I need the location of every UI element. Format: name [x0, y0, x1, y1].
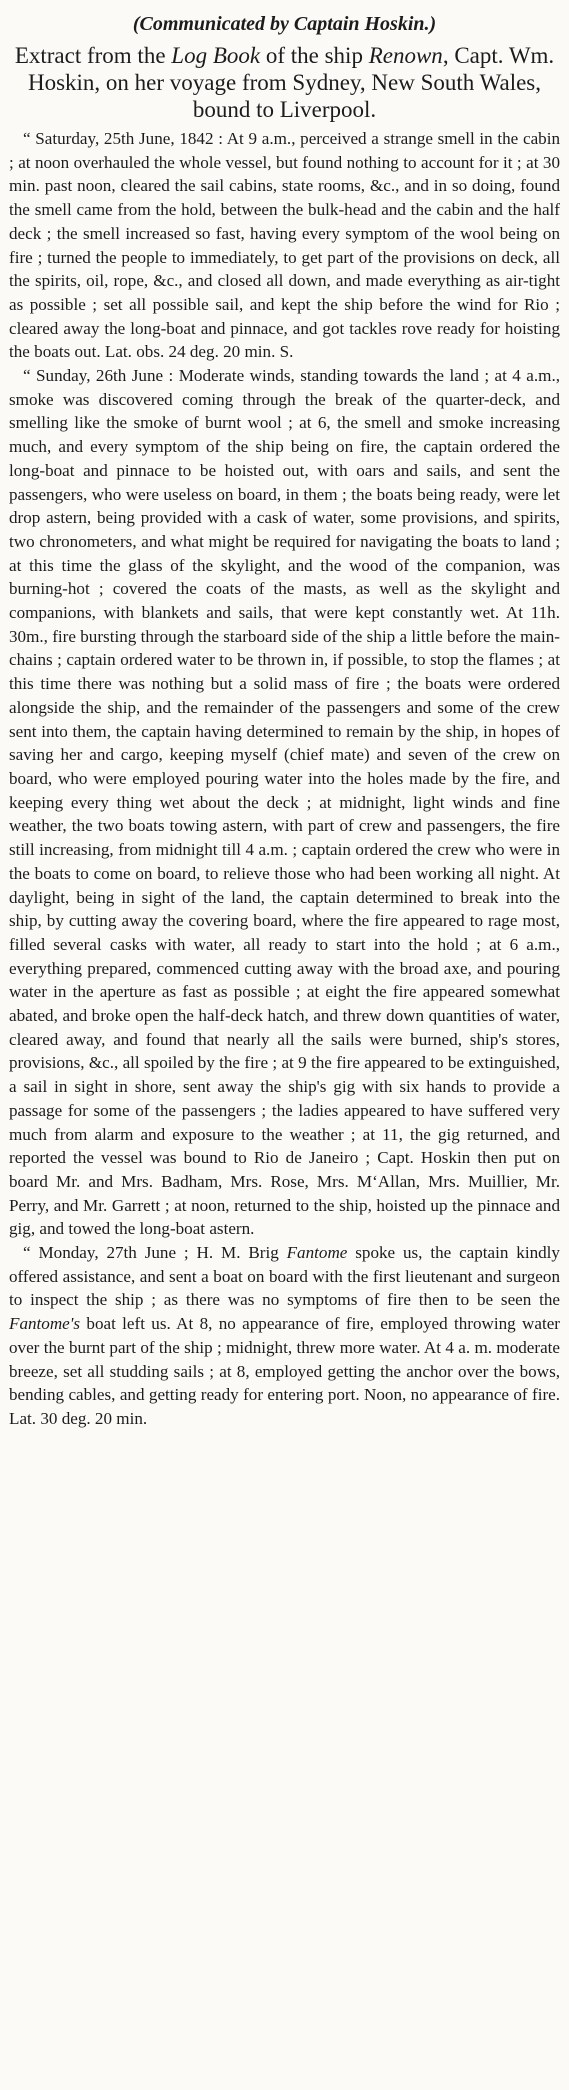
extract-text: Extract from the [14, 43, 172, 68]
communication-credit: (Communicated by Captain Hoskin.) [132, 13, 437, 35]
log-book-title: Log Book [171, 43, 261, 68]
extract-text: , Capt. Wm. Hoskin, on her voyage from Sydney, New South Wales, bound to Liverpool. [27, 43, 555, 122]
extract-heading [9, 42, 560, 123]
entry-text: boat left us. At 8, no appearance of fire, employed throwing water over the burnt part of the ship ; midnight, threw more water. At 4 a. m. moderate breeze, set all studding sails ; at 8, employed getting the anchor over the bows, bending cables, and getting ready for entering port. Noon, no appearance of fire. Lat. 30 deg. 20 min. [9, 1314, 560, 1428]
log-entries [9, 127, 560, 1431]
ship-name-fantome-possessive: Fantome's [9, 1314, 81, 1334]
log-entry-monday [9, 1241, 560, 1431]
entry-text: spoke us, the captain kindly offered assistance, and sent a boat on board with the first lieutenant and surgeon to inspect the ship ; as there was no symptoms of fire then to be seen the [9, 1243, 560, 1310]
ship-name-renown: Renown [368, 43, 443, 68]
entry-text: “ Monday, 27th June ; H. M. Brig [23, 1243, 287, 1263]
extract-text: of the ship [260, 43, 369, 68]
ship-name-fantome: Fantome [286, 1243, 348, 1263]
log-entry-sunday: “ Sunday, 26th June : Moderate winds, standing towards the land ; at 4 a.m., smoke was discovered coming through the break of the quarter-deck, and smelling like the smoke of burnt wool ; at 6, the smell and smoke increasing much, and every symptom of the ship being on fire, the captain ordered the long-boat and pinnace to be hoisted out, with oars and sails, and sent the passengers, who were useless on board, in them ; the boats being ready, were let drop astern, being provided with a cask of water, some provisions, and spirits, two chronometers, and what might be required for navigating the boats to land ; at this time the glass of the skylight, and the wood of the companion, was burning-hot ; covered the coats of the masts, as well as the skylight and companions, with blankets and sails, that were kept constantly wet. At 11h. 30m., fire bursting through the starboard side of the ship a little before the main-chains ; captain ordered water to be thrown in, if possible, to stop the flames ; at this time there was nothing but a solid mass of fire ; the boats were ordered alongside the ship, and the remainder of the passengers and some of the crew sent into them, the captain having determined to remain by the ship, in hopes of saving her and cargo, keeping myself (chief mate) and seven of the crew on board, who were employed pouring water into the holes made by the fire, and keeping every thing wet about the deck ; at midnight, light winds and fine weather, the two boats towing astern, with part of crew and passengers, the fire still increasing, from midnight till 4 a.m. ; captain ordered the crew who were in the boats to come on board, to relieve those who had been working all night. At daylight, being in sight of the land, the captain determined to break into the ship, by cutting away the covering board, where the fire appeared to rage most, filled several casks with water, all ready to start into the hold ; at 6 a.m., everything prepared, commenced cutting away with the broad axe, and pouring water in the aperture as fast as possible ; at eight the fire appeared somewhat abated, and broke open the half-deck hatch, and threw down quantities of water, cleared away, and found that nearly all the sails were burned, ship's stores, provisions, &c., all spoiled by the fire ; at 9 the fire appeared to be extinguished, a sail in sight in shore, sent away the ship's gig with six hands to provide a passage for some of the passengers ; the ladies appeared to have suffered very much from alarm and exposure to the weather ; at 11, the gig returned, and reported the vessel was bound to Rio de Janeiro ; Capt. Hoskin then put on board Mr. and Mrs. Badham, Mrs. Rose, Mrs. M‘Allan, Mrs. Muillier, Mr. Perry, and Mr. Garrett ; at noon, returned to the ship, hoisted up the pinnace and gig, and towed the long-boat astern. [9, 366, 560, 1239]
log-entry-saturday: “ Saturday, 25th June, 1842 : At 9 a.m., perceived a strange smell in the cabin ; at noon overhauled the whole vessel, but found nothing to account for it ; at 30 min. past noon, cleared the sail cabins, state rooms, &c., and in so doing, found the smell came from the hold, between the bulk-head and the cabin and the half deck ; the smell increased so fast, having every symptom of the wool being on fire ; turned the people to immediately, to get part of the provisions on deck, all the spirits, oil, rope, &c., and closed all down, and made everything as air-tight as possible ; set all possible sail, and kept the ship before the wind for Rio ; cleared away the long-boat and pinnace, and got tackles rove ready for hoisting the boats out. Lat. obs. 24 deg. 20 min. S. [9, 129, 560, 362]
